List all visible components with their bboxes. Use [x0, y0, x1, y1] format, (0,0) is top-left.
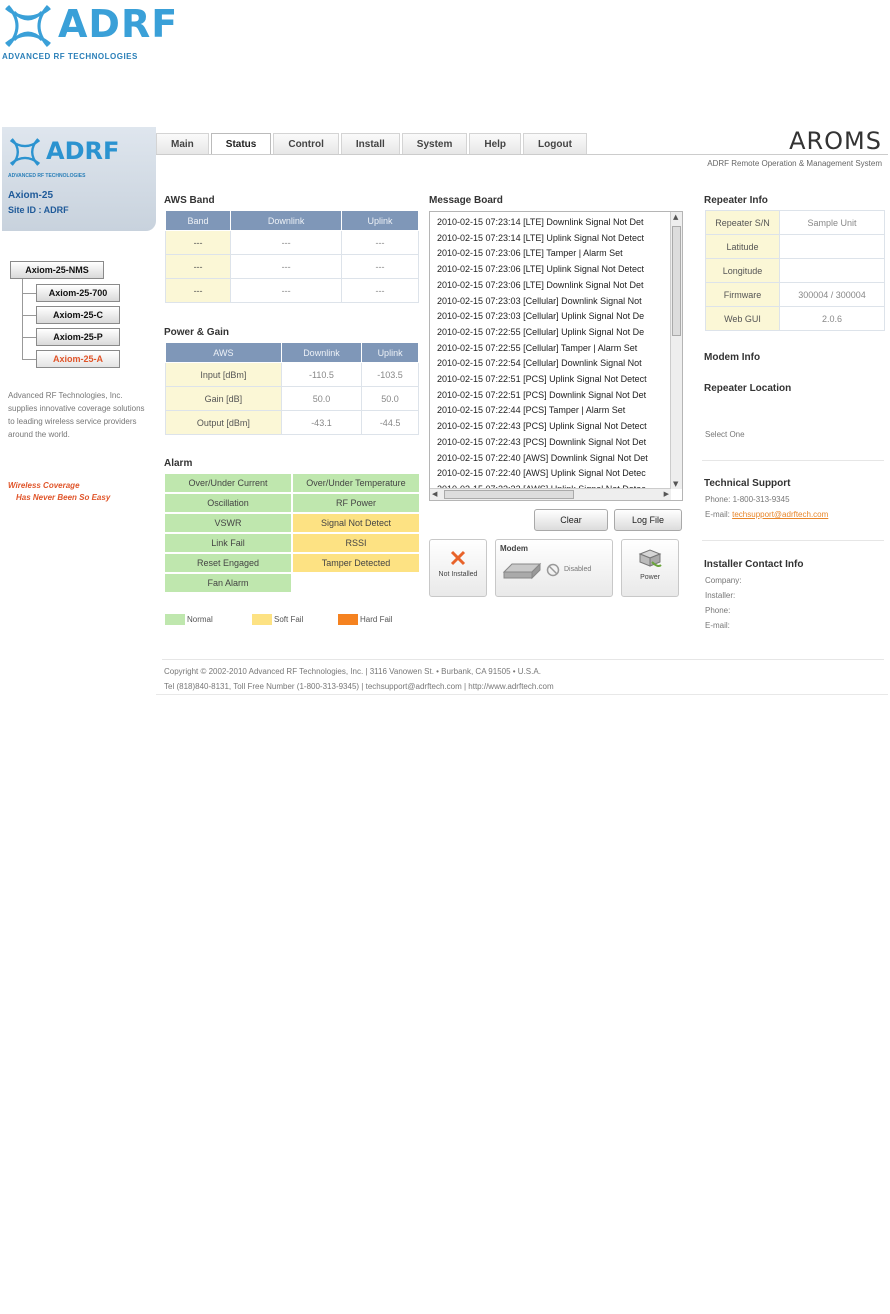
- table-row: [706, 235, 885, 259]
- company-description: Advanced RF Technologies, Inc. supplies innovative coverage solutions to leading wireless service providers around the world.: [8, 391, 145, 439]
- tree-connector: [22, 315, 36, 316]
- repeater-info-title: Repeater Info: [704, 195, 768, 206]
- tree-node-axiom-25-c[interactable]: Axiom-25-C: [36, 306, 120, 324]
- message-board-title: Message Board: [429, 195, 503, 206]
- aws-band-table: [165, 210, 419, 303]
- tab-divider: [156, 154, 888, 155]
- repeater-location-title: Repeater Location: [704, 383, 792, 394]
- footer-contact: Tel (818)840-8131, Toll Free Number (1-800-313-9345) | techsupport@adrftech.com | http://www.adrftech.com: [164, 682, 554, 691]
- power-label: Power: [640, 574, 660, 581]
- technical-support-title: Technical Support: [704, 478, 791, 489]
- row-label: Gain [dB]: [166, 387, 282, 411]
- column-header: Band: [166, 211, 231, 231]
- aroms-screenshot: [2, 127, 888, 695]
- modem-info-title: Modem Info: [704, 352, 761, 363]
- power-gain-title: Power & Gain: [164, 327, 230, 338]
- legend-soft-fail: [252, 614, 303, 626]
- logo-wordmark: ADRF: [58, 2, 179, 46]
- alarm-rf-power: RF Power: [293, 494, 419, 512]
- installer-name: Installer:: [705, 591, 736, 600]
- uplink-value: -44.5: [362, 411, 419, 435]
- table-row: [166, 279, 419, 303]
- info-label: Latitude: [706, 235, 780, 259]
- not-installed-label: Not Installed: [438, 571, 478, 578]
- sidebar-logo-wordmark: ADRF: [46, 137, 120, 165]
- slogan: [8, 480, 150, 504]
- column-header: Downlink: [231, 211, 342, 231]
- alarm-reset-engaged: Reset Engaged: [165, 554, 291, 572]
- support-email-row: [705, 510, 828, 519]
- location-select[interactable]: Select One: [705, 430, 745, 439]
- message-line: 2010-02-15 07:22:43 [PCS] Uplink Signal Not Detect: [437, 421, 647, 432]
- left-panel-header: [2, 127, 156, 231]
- brand-title: AROMS: [789, 127, 882, 155]
- downlink-cell: ---: [231, 231, 342, 255]
- adrf-logo-mark-icon: [2, 2, 54, 50]
- legend-swatch: [338, 614, 358, 625]
- tab-help[interactable]: Help: [469, 133, 521, 155]
- message-line: 2010-02-15 07:23:06 [LTE] Downlink Signal Not Det: [437, 279, 644, 290]
- legend-swatch: [165, 614, 185, 625]
- downlink-cell: ---: [231, 279, 342, 303]
- info-value: [780, 259, 885, 283]
- footer-divider: [162, 659, 884, 660]
- uplink-cell: ---: [342, 231, 419, 255]
- message-line: 2010-02-15 07:22:44 [PCS] Tamper | Alarm Set: [437, 405, 626, 416]
- scroll-left-icon[interactable]: ◀: [432, 490, 438, 498]
- alarm-fan: Fan Alarm: [165, 574, 291, 592]
- alarm-over-under-temperature: Over/Under Temperature: [293, 474, 419, 492]
- message-line: 2010-02-15 07:22:55 [Cellular] Tamper | Alarm Set: [437, 342, 638, 353]
- vertical-scrollbar[interactable]: [670, 212, 682, 489]
- message-line: 2010-02-15 07:22:40 [AWS] Downlink Signal Not Det: [437, 452, 648, 463]
- device-model: Axiom-25: [8, 190, 54, 201]
- downlink-value: 50.0: [281, 387, 361, 411]
- scroll-right-icon[interactable]: ▶: [663, 490, 669, 498]
- message-line: 2010-02-15 07:23:06 [LTE] Tamper | Alarm Set: [437, 248, 623, 259]
- info-label: Repeater S/N: [706, 211, 780, 235]
- column-header: AWS: [166, 343, 282, 363]
- tab-system[interactable]: System: [402, 133, 468, 155]
- legend-normal: [165, 614, 213, 626]
- divider: [702, 460, 884, 461]
- alarm-oscillation: Oscillation: [165, 494, 291, 512]
- aws-band-title: AWS Band: [164, 195, 215, 206]
- divider: [702, 540, 884, 541]
- table-row: [166, 363, 419, 387]
- table-row: [166, 387, 419, 411]
- scroll-up-icon[interactable]: ▲: [673, 213, 679, 221]
- message-line: 2010-02-15 07:23:14 [LTE] Downlink Signal Not Det: [437, 217, 644, 227]
- alarm-over-under-current: Over/Under Current: [165, 474, 291, 492]
- alarm-title: Alarm: [164, 458, 193, 469]
- row-label: Input [dBm]: [166, 363, 282, 387]
- site-id: Site ID : ADRF: [8, 205, 69, 215]
- scroll-thumb[interactable]: [672, 226, 681, 336]
- info-value: Sample Unit: [780, 211, 885, 235]
- message-line: 2010-02-15 07:23:14 [LTE] Uplink Signal Not Detect: [437, 232, 644, 243]
- info-label: Web GUI: [706, 307, 780, 331]
- tab-install[interactable]: Install: [341, 133, 400, 155]
- info-value: 300004 / 300004: [780, 283, 885, 307]
- alarm-link-fail: Link Fail: [165, 534, 291, 552]
- info-label: Longitude: [706, 259, 780, 283]
- table-row: [706, 307, 885, 331]
- downlink-cell: ---: [231, 255, 342, 279]
- support-phone: Phone: 1-800-313-9345: [705, 495, 790, 504]
- uplink-value: -103.5: [362, 363, 419, 387]
- column-header: Downlink: [281, 343, 361, 363]
- table-row: [706, 211, 885, 235]
- alarm-vswr: VSWR: [165, 514, 291, 532]
- tab-status[interactable]: Status: [211, 133, 272, 155]
- column-header: Uplink: [342, 211, 419, 231]
- logo-tagline: ADVANCED RF TECHNOLOGIES: [2, 52, 138, 61]
- message-line: 2010-02-15 07:23:03 [Cellular] Downlink Signal Not: [437, 295, 642, 306]
- legend-swatch: [252, 614, 272, 625]
- band-cell: ---: [166, 279, 231, 303]
- legend-label: Normal: [187, 615, 213, 624]
- message-line: 2010-02-15 07:23:06 [LTE] Uplink Signal Not Detect: [437, 264, 644, 275]
- tab-bar: [156, 133, 589, 155]
- legend-label: Soft Fail: [274, 615, 304, 624]
- tree-node-axiom-25-700[interactable]: Axiom-25-700: [36, 284, 120, 302]
- not-installed-panel[interactable]: [429, 539, 487, 597]
- tree-connector: [22, 293, 36, 294]
- alarm-signal-not-detect: Signal Not Detect: [293, 514, 419, 532]
- top-navigation: [156, 127, 888, 171]
- power-plug-icon: [638, 548, 662, 570]
- alarm-rssi: RSSI: [293, 534, 419, 552]
- tree-node-axiom-25-a[interactable]: Axiom-25-A: [36, 350, 120, 368]
- message-line: 2010-02-15 07:23:03 [Cellular] Uplink Signal Not De: [437, 311, 645, 322]
- log-file-button[interactable]: Log File: [614, 509, 682, 531]
- tab-logout[interactable]: Logout: [523, 133, 587, 155]
- installer-phone: Phone:: [705, 606, 731, 615]
- tree-connector: [22, 337, 36, 338]
- message-board-list[interactable]: [429, 211, 683, 501]
- band-cell: ---: [166, 231, 231, 255]
- tab-control[interactable]: Control: [273, 133, 339, 155]
- tree-connector: [22, 359, 36, 360]
- installer-company: Company:: [705, 576, 742, 585]
- adrf-logo-mark-icon: [8, 135, 42, 169]
- uplink-cell: ---: [342, 279, 419, 303]
- tree-root-nms[interactable]: Axiom-25-NMS: [10, 261, 104, 279]
- installer-contact-title: Installer Contact Info: [704, 559, 804, 570]
- message-line: 2010-02-15 07:22:43 [PCS] Downlink Signal Not Det: [437, 436, 647, 447]
- band-cell: ---: [166, 255, 231, 279]
- company-logo: [2, 0, 179, 64]
- slogan-line-2: Has Never Been So Easy: [16, 493, 111, 502]
- modem-title: Modem: [500, 544, 528, 553]
- table-row: [166, 411, 419, 435]
- installer-email: E-mail:: [705, 621, 730, 630]
- message-line: 2010-02-15 07:22:51 [PCS] Uplink Signal Not Detect: [437, 374, 647, 385]
- modem-panel[interactable]: [495, 539, 613, 597]
- support-email-label: E-mail:: [705, 510, 730, 519]
- left-panel: [2, 127, 156, 695]
- horizontal-scrollbar[interactable]: [430, 488, 671, 500]
- legend-hard-fail: [338, 614, 392, 626]
- support-email-link[interactable]: techsupport@adrftech.com: [732, 510, 829, 519]
- tab-main[interactable]: Main: [156, 133, 209, 155]
- tree-node-axiom-25-p[interactable]: Axiom-25-P: [36, 328, 120, 346]
- slogan-line-1: Wireless Coverage: [8, 481, 80, 490]
- column-header: Uplink: [362, 343, 419, 363]
- table-row: [166, 255, 419, 279]
- uplink-cell: ---: [342, 255, 419, 279]
- footer-copyright: Copyright © 2002-2010 Advanced RF Technologies, Inc. | 3116 Vanowen St. • Burbank, CA 91505 • U.S.A.: [164, 667, 541, 676]
- power-panel[interactable]: [621, 539, 679, 597]
- scroll-down-icon[interactable]: ▼: [673, 480, 679, 488]
- table-row: [166, 231, 419, 255]
- table-row: [706, 259, 885, 283]
- modem-status: Disabled: [564, 566, 592, 573]
- info-value: 2.0.6: [780, 307, 885, 331]
- disabled-icon: [546, 563, 560, 577]
- repeater-info-table: [705, 210, 885, 331]
- sidebar-logo-tagline: ADVANCED RF TECHNOLOGIES: [8, 173, 86, 179]
- downlink-value: -110.5: [281, 363, 361, 387]
- table-row: [706, 283, 885, 307]
- modem-device-icon: [502, 562, 542, 580]
- message-line: 2010-02-15 07:22:40 [AWS] Uplink Signal Not Detec: [437, 468, 646, 479]
- info-label: Firmware: [706, 283, 780, 307]
- message-line: 2010-02-15 07:22:54 [Cellular] Downlink Signal Not: [437, 358, 642, 369]
- brand-subtitle: ADRF Remote Operation & Management System: [707, 159, 882, 168]
- legend-label: Hard Fail: [360, 615, 393, 624]
- sidebar-logo: [8, 133, 134, 183]
- downlink-value: -43.1: [281, 411, 361, 435]
- clear-button[interactable]: Clear: [534, 509, 608, 531]
- close-x-icon: [450, 550, 466, 566]
- row-label: Output [dBm]: [166, 411, 282, 435]
- message-line: 2010-02-15 07:22:51 [PCS] Downlink Signal Not Det: [437, 389, 647, 400]
- alarm-tamper-detected: Tamper Detected: [293, 554, 419, 572]
- uplink-value: 50.0: [362, 387, 419, 411]
- info-value: [780, 235, 885, 259]
- message-line: 2010-02-15 07:22:55 [Cellular] Uplink Signal Not De: [437, 326, 645, 337]
- scroll-thumb[interactable]: [444, 490, 574, 499]
- message-lines: [437, 215, 667, 485]
- tree-connector: [22, 279, 23, 360]
- power-gain-table: [165, 342, 419, 435]
